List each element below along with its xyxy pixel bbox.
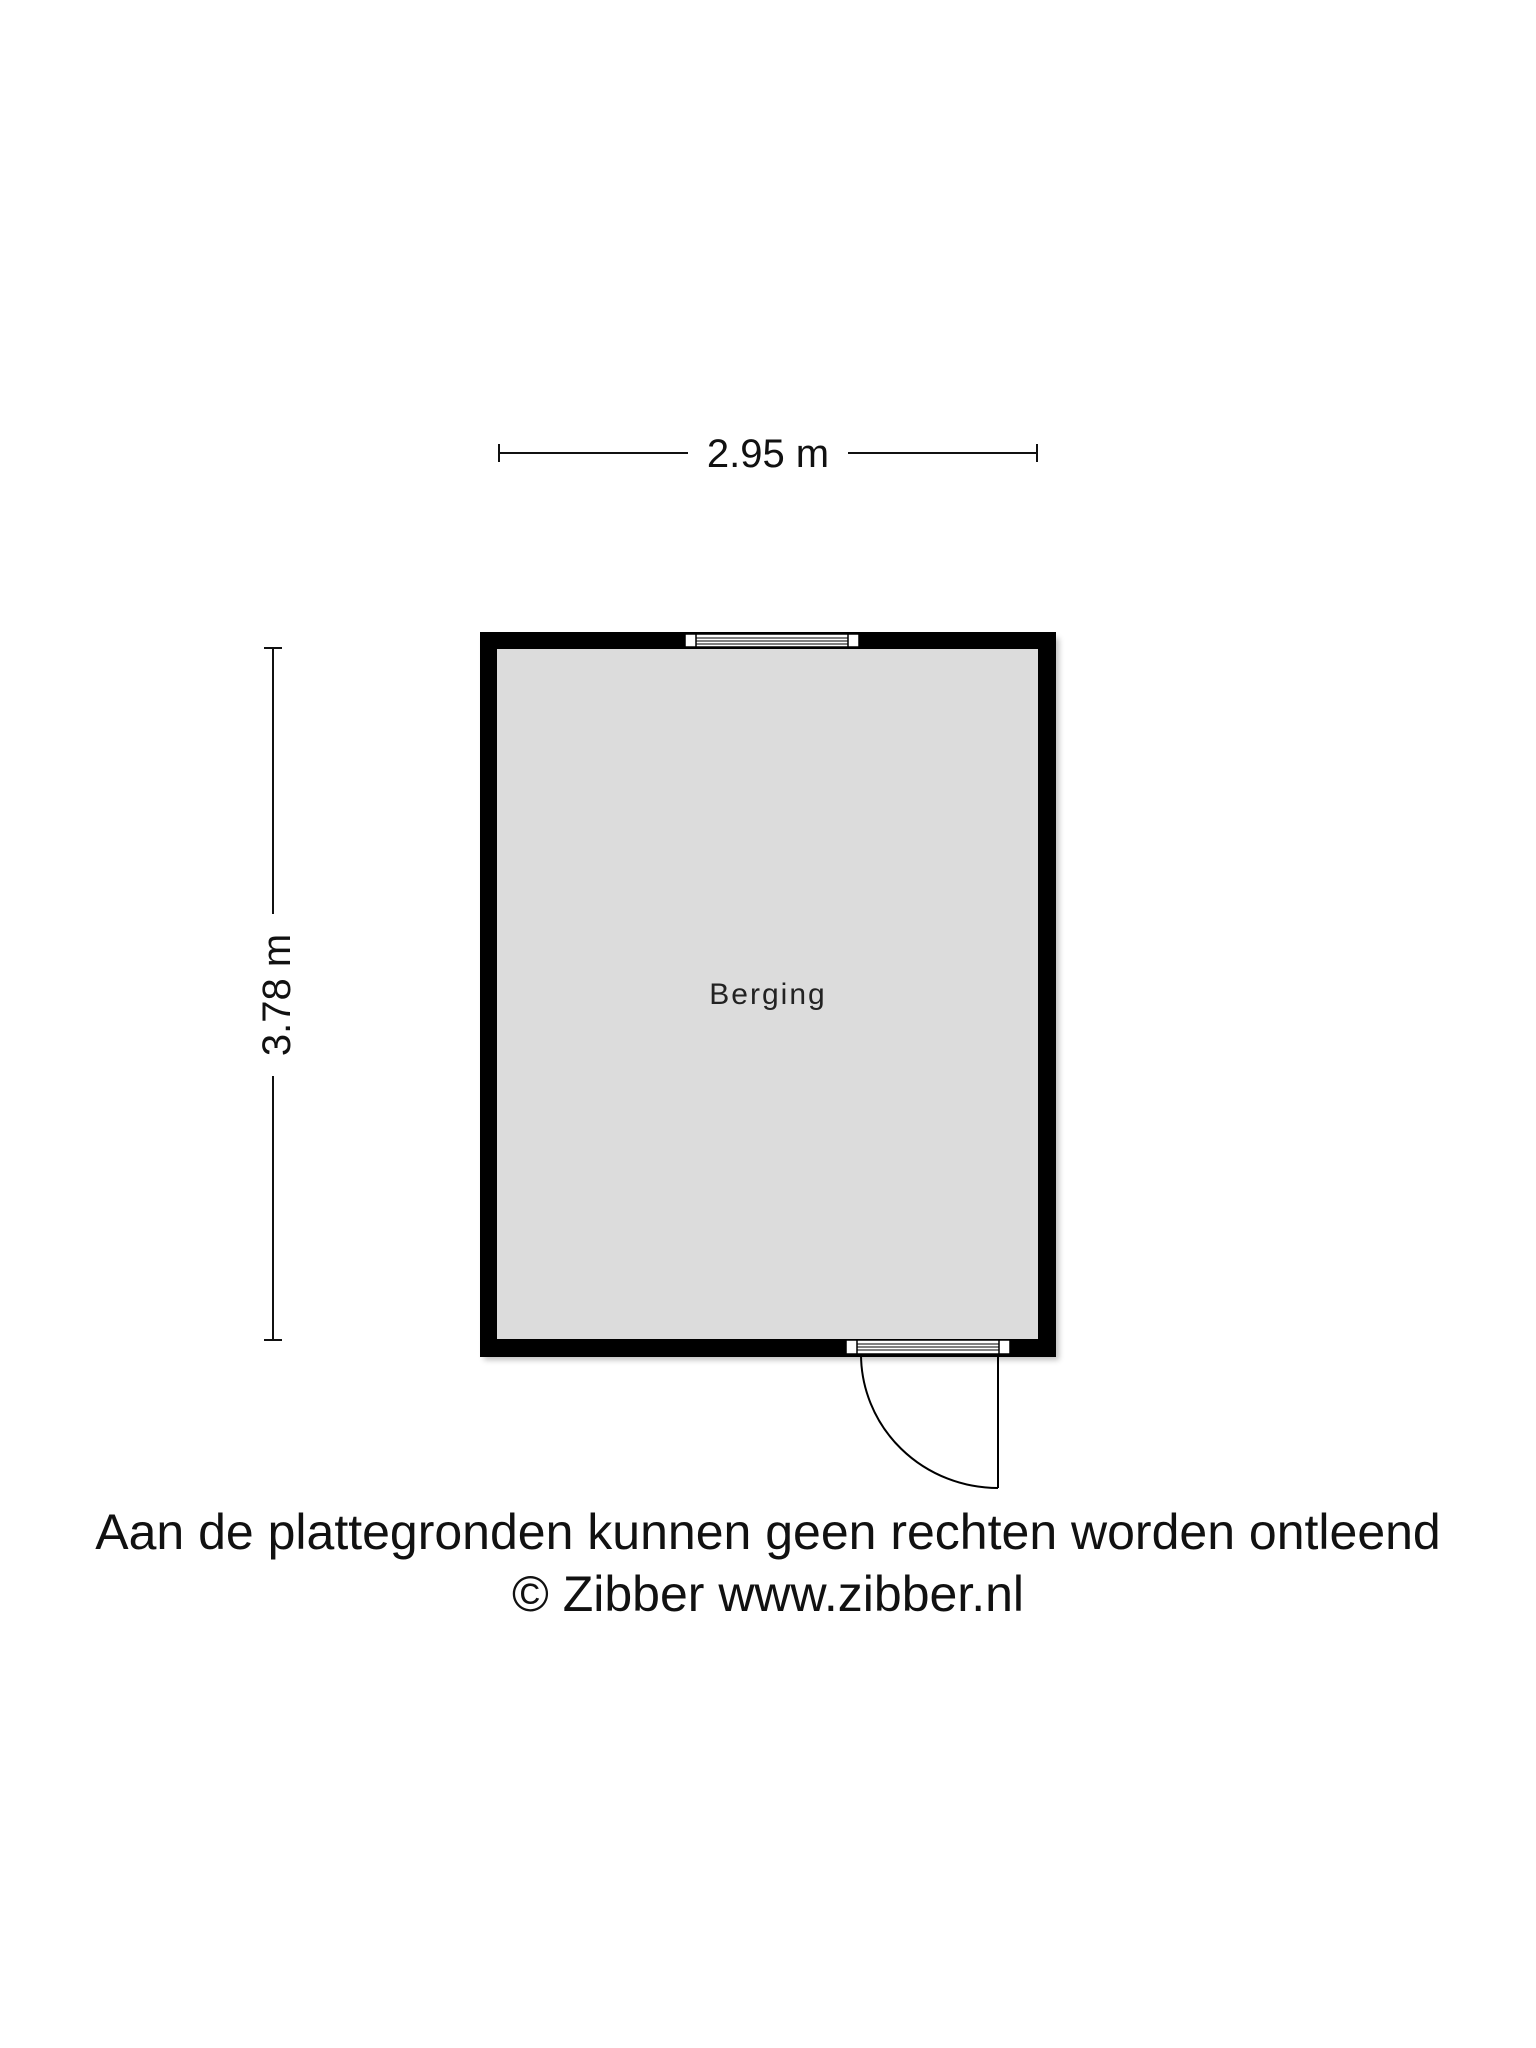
door-swing-arc [861, 1354, 998, 1488]
copyright-text: © Zibber www.zibber.nl [511, 1566, 1025, 1622]
window-jamb-left [685, 634, 696, 647]
width-dimension [499, 432, 1037, 476]
disclaimer-text: Aan de plattegronden kunnen geen rechten worden ontleend [95, 1504, 1441, 1560]
depth-dimension-label: 3.78 m [255, 933, 299, 1057]
window-jamb-right [848, 634, 859, 647]
window-top [685, 634, 859, 647]
depth-dimension [255, 648, 299, 1340]
width-dimension-label: 2.95 m [706, 432, 830, 476]
room-berging [480, 632, 1059, 1360]
door-jamb-left [846, 1340, 857, 1354]
room-label: Berging [709, 978, 827, 1011]
door-jamb-right [999, 1340, 1010, 1354]
door-bottom [846, 1340, 1010, 1488]
